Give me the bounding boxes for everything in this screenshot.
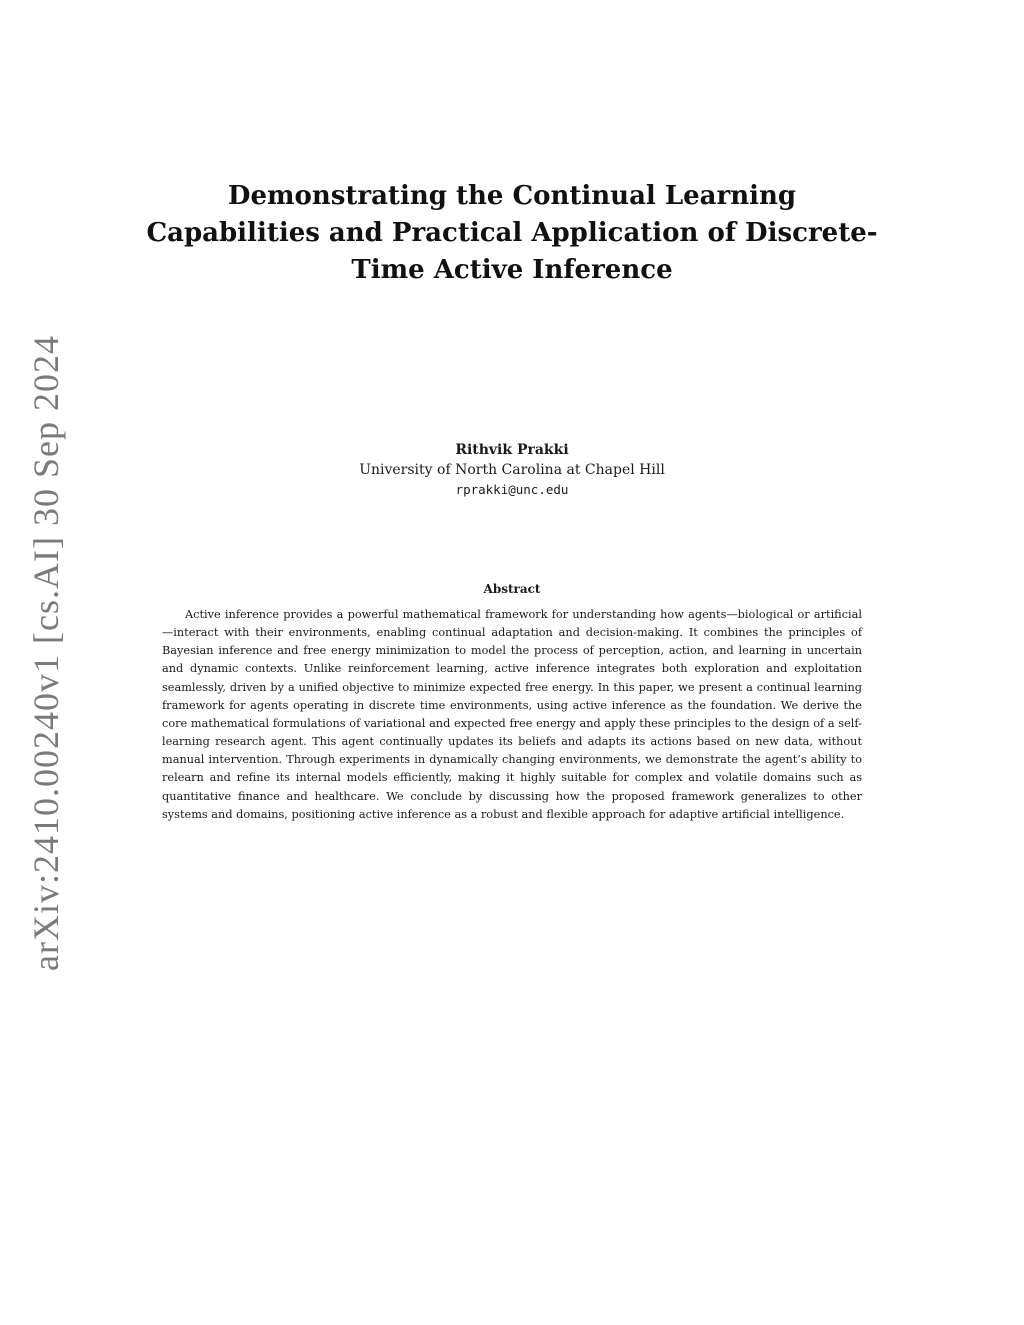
author-block xyxy=(262,440,762,500)
abstract-body: Active inference provides a powerful mathematical framework for understanding how agents—biological or artificial—interact with their environments, enabling continual adaptation and decision-making. It combines the principles of Bayesian inference and free energy minimization to model the process of perception, action, and learning in uncertain and dynamic contexts. Unlike reinforcement learning, active inference integrates both exploration and exploitation seamlessly, driven by a unified objective to minimize expected free energy. In this paper, we present a continual learning framework for agents operating in discrete time environments, using active inference as the foundation. We derive the core mathematical formulations of variational and expected free energy and apply these principles to the design of a self-learning research agent. This agent continually updates its beliefs and adapts its actions based on new data, without manual intervention. Through experiments in dynamically changing environments, we demonstrate the agent’s ability to relearn and refine its internal models efficiently, making it highly suitable for complex and volatile domains such as quantitative finance and healthcare. We conclude by discussing how the proposed framework generalizes to other systems and domains, positioning active inference as a robust and flexible approach for adaptive artificial intelligence. xyxy=(162,608,862,821)
arxiv-identifier-text: arXiv:2410.00240v1 [cs.AI] 30 Sep 2024 xyxy=(26,334,67,971)
abstract-heading: Abstract xyxy=(483,582,541,596)
author-affiliation: University of North Carolina at Chapel Hill xyxy=(359,462,665,478)
arxiv-identifier-stamp xyxy=(17,334,75,971)
author-name: Rithvik Prakki xyxy=(455,442,569,458)
author-email: rprakki@unc.edu xyxy=(455,482,569,497)
paper-title: Demonstrating the Continual Learning Capabilities and Practical Application of Discrete-Time Active Inference xyxy=(146,181,878,285)
